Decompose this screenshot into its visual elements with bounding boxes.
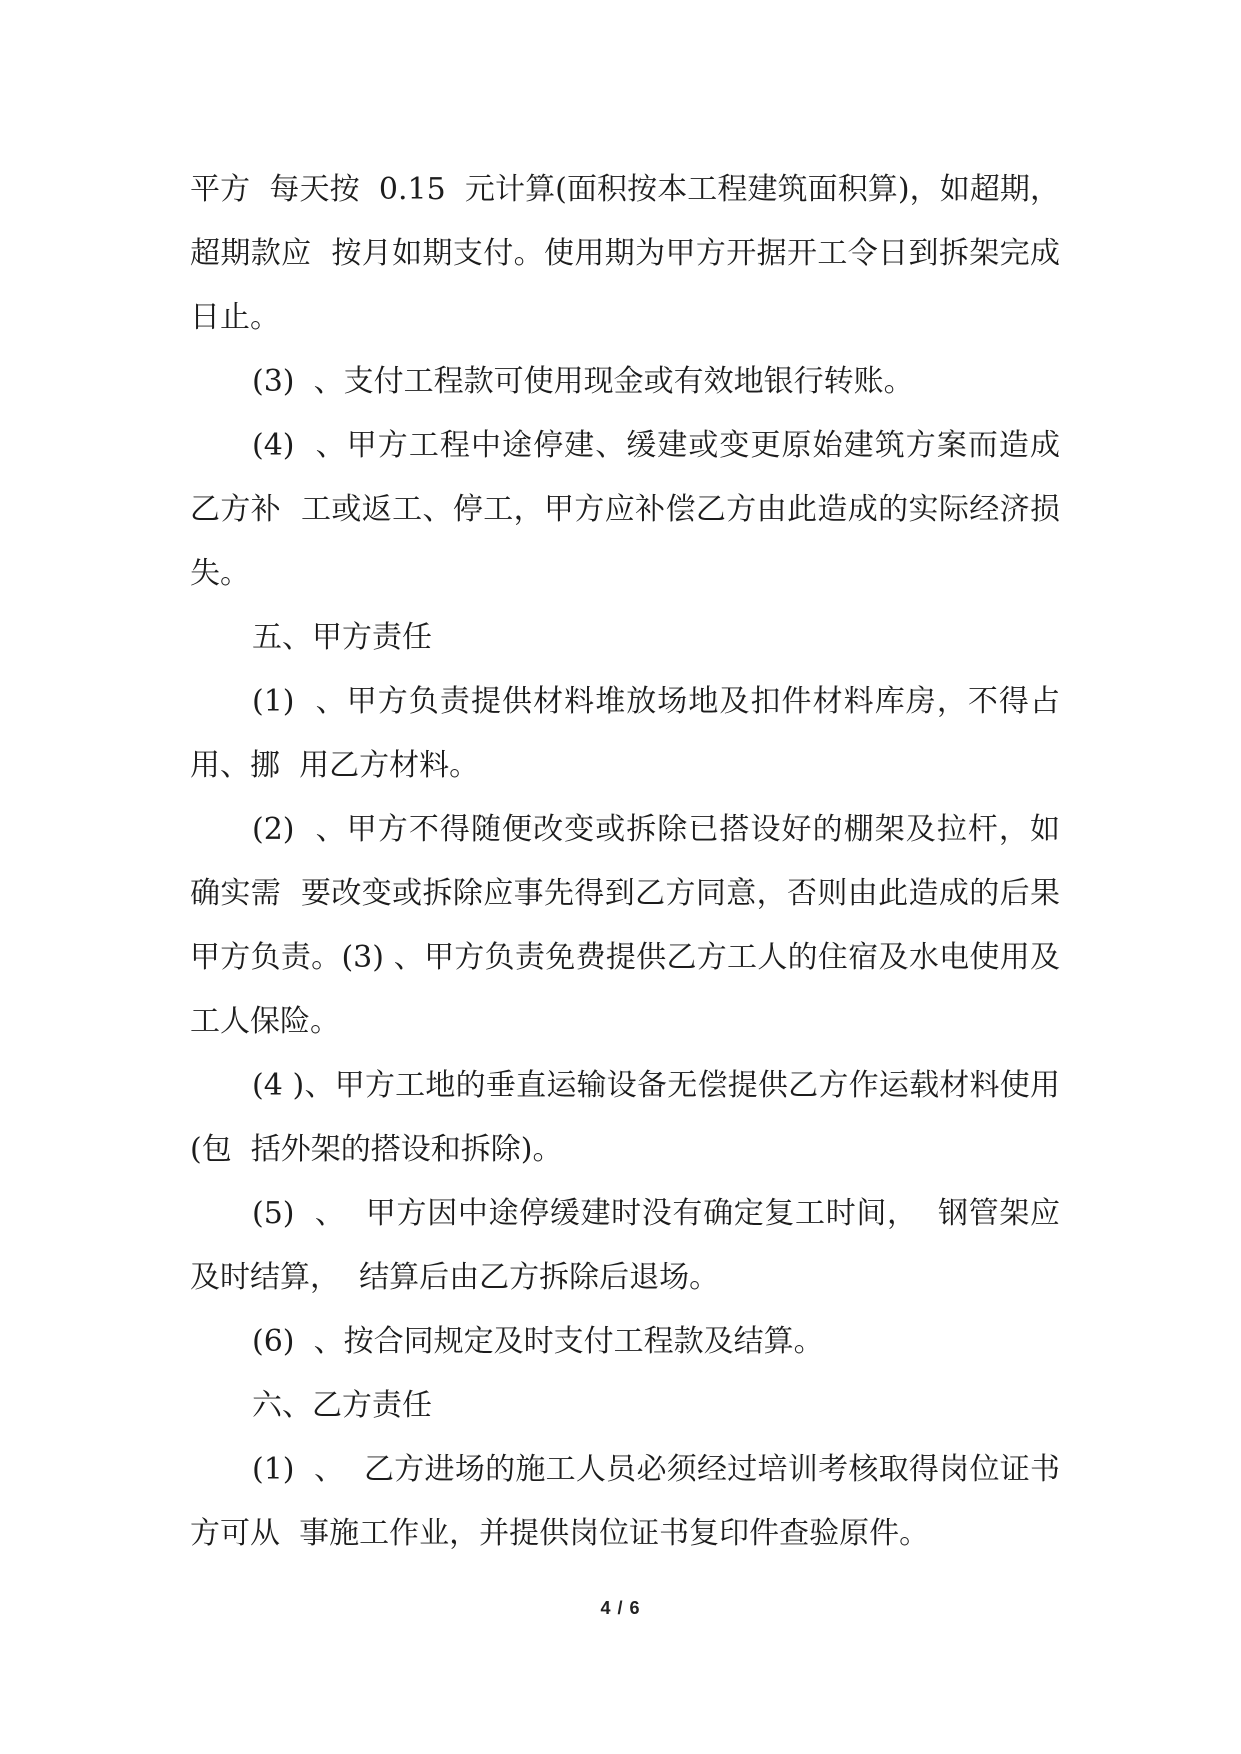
paragraph-fee-continuation: 平方 每天按 0.15 元计算(面积按本工程建筑面积算)，如超期，超期款应 按月如期支付。使用期为甲方开据开工令日到拆架完成日止。 bbox=[190, 172, 1060, 335]
paragraph-clause-5-5: (5) 、 甲方因中途停缓建时没有确定复工时间， 钢管架应及时结算， 结算后由乙方拆除后退场。 bbox=[190, 1196, 1060, 1295]
section-heading-party-a-duties: 五、甲方责任 bbox=[252, 620, 432, 655]
document-body bbox=[190, 158, 1060, 1566]
paragraph-clause-5-1: (1) 、甲方负责提供材料堆放场地及扣件材料库房，不得占用、挪 用乙方材料。 bbox=[190, 684, 1060, 783]
paragraph-clause-5-2-3: (2) 、甲方不得随便改变或拆除已搭设好的棚架及拉杆，如确实需 要改变或拆除应事先得到乙方同意，否则由此造成的后果甲方负责。(3) 、甲方负责免费提供乙方工人的住宿及水电使用及工人保险。 bbox=[190, 812, 1060, 1039]
section-heading-party-b-duties: 六、乙方责任 bbox=[252, 1388, 432, 1423]
page-number: 4 / 6 bbox=[600, 1598, 641, 1618]
paragraph-clause-4-3: (3) 、支付工程款可使用现金或有效地银行转账。 bbox=[252, 364, 914, 399]
paragraph-clause-5-4: (4 )、甲方工地的垂直运输设备无偿提供乙方作运载材料使用(包 括外架的搭设和拆除)。 bbox=[190, 1068, 1060, 1167]
paragraph-clause-4-4: (4) 、甲方工程中途停建、缓建或变更原始建筑方案而造成乙方补 工或返工、停工，甲方应补偿乙方由此造成的实际经济损失。 bbox=[190, 428, 1060, 591]
paragraph-clause-6-1: (1) 、 乙方进场的施工人员必须经过培训考核取得岗位证书方可从 事施工作业，并提供岗位证书复印件查验原件。 bbox=[190, 1452, 1060, 1551]
paragraph-clause-5-6: (6) 、按合同规定及时支付工程款及结算。 bbox=[252, 1324, 824, 1359]
